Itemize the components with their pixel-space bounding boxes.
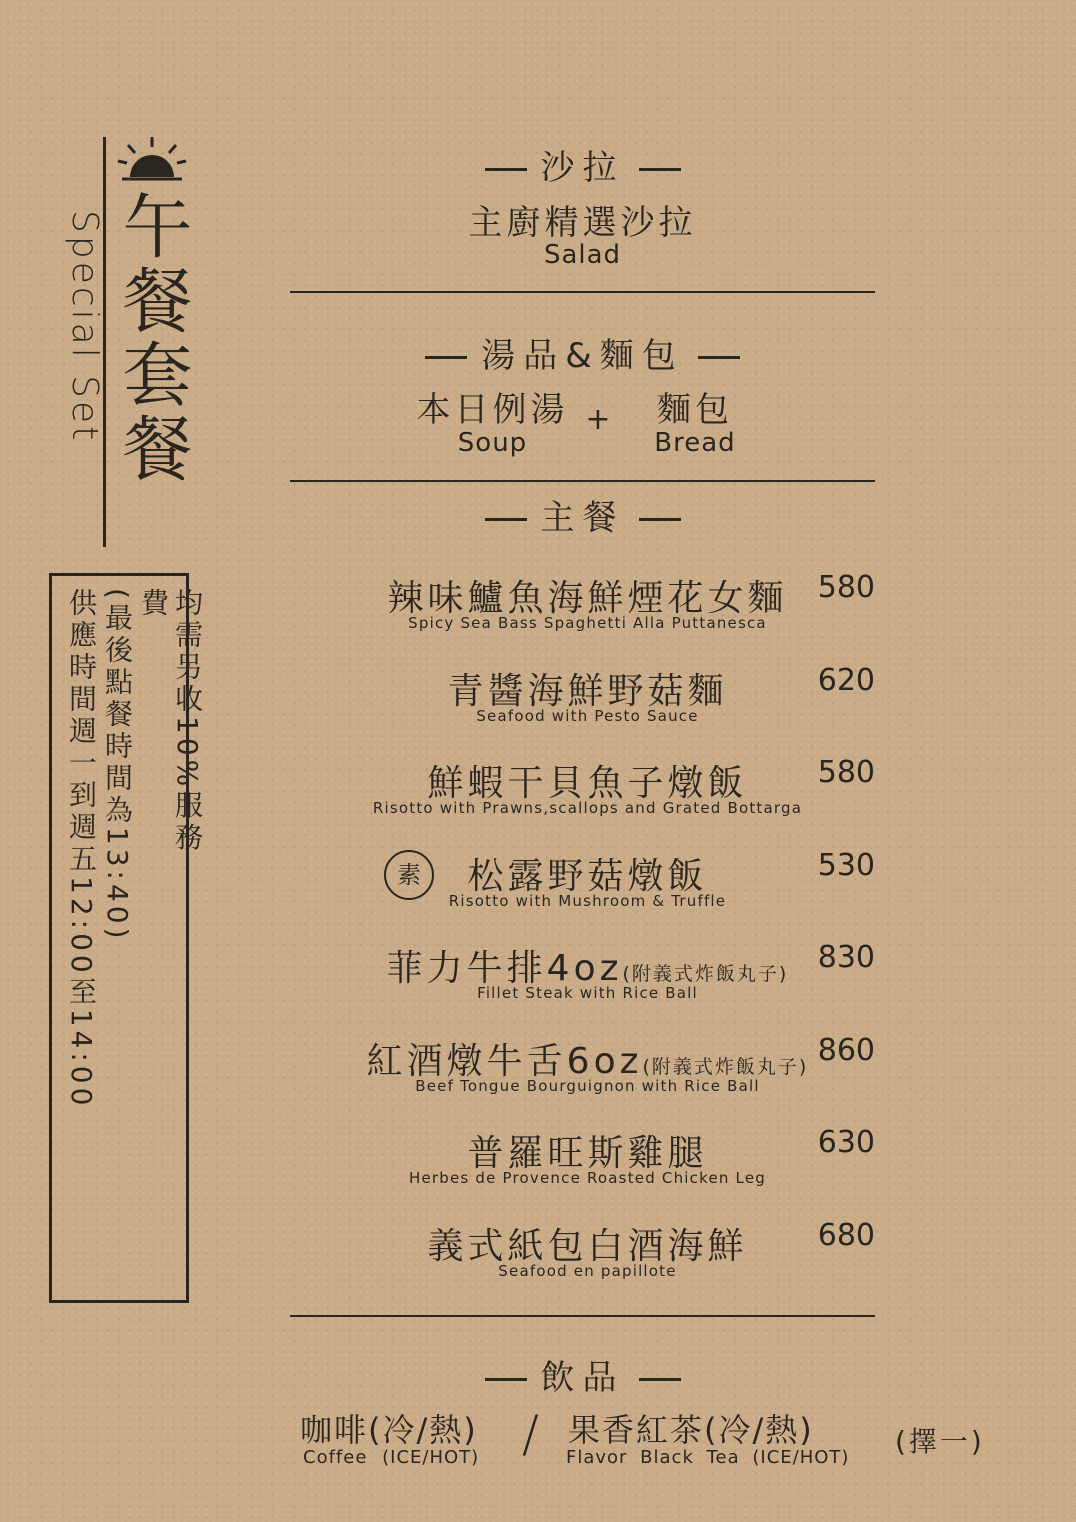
last-order-note: (最後點餐時間為13:40)	[101, 588, 134, 943]
dish-name-en: Fillet Steak with Rice Ball	[477, 984, 698, 1002]
dish-name-en: Herbes de Provence Roasted Chicken Leg	[408, 1169, 766, 1187]
drink-coffee-en: Coffee (ICE/HOT)	[303, 1447, 480, 1468]
dish-name-zh: 松露野菇燉飯	[467, 856, 708, 897]
drink-separator: /	[522, 1405, 539, 1463]
dish-name-en: Spicy Sea Bass Spaghetti Alla Puttanesca	[408, 614, 767, 632]
dish-name-zh: 辣味鱸魚海鮮煙花女麵	[387, 578, 788, 619]
dish-name-en: Seafood en papillote	[498, 1262, 677, 1280]
dish-price: 830	[817, 940, 875, 975]
dish-name-zh: 義式紙包白酒海鮮	[427, 1226, 748, 1267]
dish-price: 580	[817, 570, 875, 605]
menu-item	[290, 570, 875, 650]
menu-item	[290, 1033, 875, 1113]
soup-name-en: Soup	[457, 428, 528, 458]
drink-coffee-zh: 咖啡(冷/熱)	[300, 1411, 478, 1449]
section-salad-title: 沙拉	[290, 140, 875, 189]
menu-item	[290, 848, 875, 928]
dish-name-zh: 菲力牛排4oz(附義式炸飯丸子)	[386, 948, 789, 989]
page-subtitle: Special Set	[64, 210, 105, 444]
section-divider	[290, 480, 875, 482]
menu-item	[290, 663, 875, 743]
plus-sign: +	[585, 402, 611, 437]
dish-name-en: Risotto with Prawns,scallops and Grated Bottarga	[372, 799, 803, 817]
dish-price: 680	[817, 1218, 875, 1253]
drink-tea-zh: 果香紅茶(冷/熱)	[568, 1411, 814, 1449]
dish-price: 580	[817, 755, 875, 790]
service-charge-note: 均需另收10%服務費	[137, 588, 204, 855]
section-main-title: 主餐	[290, 490, 875, 539]
sunrise-icon	[116, 135, 188, 183]
service-hours-note: 供應時間週一到週五12:00至14:00	[65, 588, 98, 1110]
dish-price: 530	[817, 848, 875, 883]
salad-name-zh: 主廚精選沙拉	[468, 203, 697, 243]
dish-price: 620	[817, 663, 875, 698]
dish-name-en: Beef Tongue Bourguignon with Rice Ball	[415, 1077, 760, 1095]
dish-name-zh: 青醬海鮮野菇麵	[447, 671, 728, 712]
vegetarian-badge: 素	[384, 850, 434, 900]
bread-name-en: Bread	[654, 428, 736, 458]
section-soup-bread-title: 湯品&麵包	[290, 328, 875, 377]
dish-price: 860	[817, 1033, 875, 1068]
section-divider	[290, 1315, 875, 1317]
salad-name-en: Salad	[543, 240, 622, 270]
dish-price: 630	[817, 1125, 875, 1160]
soup-name-zh: 本日例湯	[416, 390, 569, 430]
dish-name-zh: 普羅旺斯雞腿	[467, 1133, 708, 1174]
dish-note: (附義式炸飯丸子)	[642, 1056, 809, 1078]
menu-item	[290, 1218, 875, 1298]
menu-item	[290, 755, 875, 835]
dish-name-en: Seafood with Pesto Sauce	[476, 707, 699, 725]
menu-item	[290, 940, 875, 1020]
dish-name-en: Risotto with Mushroom & Truffle	[448, 892, 727, 910]
section-divider	[290, 291, 875, 293]
dish-note: (附義式炸飯丸子)	[622, 963, 789, 985]
drink-choose-one: (擇一)	[895, 1425, 985, 1458]
page-title: 午餐套餐	[111, 190, 193, 486]
drink-tea-en: Flavor Black Tea (ICE/HOT)	[566, 1447, 850, 1468]
dish-name-zh: 紅酒燉牛舌6oz(附義式炸飯丸子)	[366, 1041, 809, 1082]
dish-name-zh: 鮮蝦干貝魚子燉飯	[427, 763, 748, 804]
bread-name-zh: 麵包	[657, 390, 733, 430]
section-drinks-title: 飲品	[290, 1350, 875, 1399]
menu-item	[290, 1125, 875, 1205]
